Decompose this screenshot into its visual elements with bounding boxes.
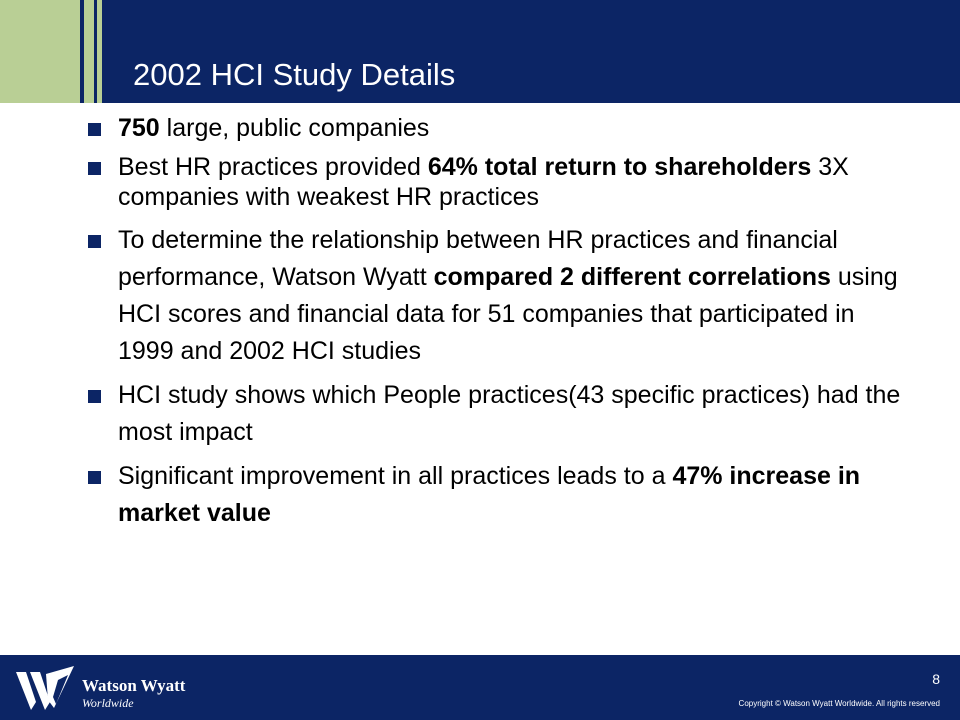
header-accent-bar-thin	[97, 0, 102, 103]
bullet-text: Best HR practices provided 64% total return to shareholders 3X companies with weakest HR practices	[118, 153, 849, 211]
square-bullet-icon	[88, 390, 101, 403]
header-accent-block	[0, 0, 80, 103]
bullet-text: Significant improvement in all practices leads to a 47% increase in market value	[118, 462, 861, 527]
square-bullet-icon	[88, 471, 101, 484]
bullet-text: HCI study shows which People practices(43 specific practices) had the most impact	[118, 381, 901, 446]
brand-subtitle: Worldwide	[82, 696, 134, 710]
square-bullet-icon	[88, 123, 101, 136]
bullet-item	[88, 152, 908, 212]
copyright-notice: Copyright © Watson Wyatt Worldwide. All rights reserved	[738, 699, 940, 708]
page-number: 8	[932, 671, 940, 687]
bullet-text: To determine the relationship between HR practices and financial performance, Watson Wyatt compared 2 different correlations using HCI scores and financial data for 51 companies that participated in 1999 and 2002 HCI studies	[118, 226, 898, 365]
bullet-item	[88, 222, 908, 370]
slide-title: 2002 HCI Study Details	[133, 57, 456, 92]
square-bullet-icon	[88, 162, 101, 175]
brand-name: Watson Wyatt	[82, 676, 186, 695]
bullet-text: 750 large, public companies	[118, 114, 430, 142]
watson-wyatt-logo-icon	[14, 664, 76, 714]
bullet-item	[88, 113, 908, 143]
square-bullet-icon	[88, 235, 101, 248]
bullet-item	[88, 377, 908, 451]
bullet-item	[88, 458, 908, 532]
header-accent-bar	[84, 0, 94, 103]
bullet-list	[88, 113, 908, 532]
